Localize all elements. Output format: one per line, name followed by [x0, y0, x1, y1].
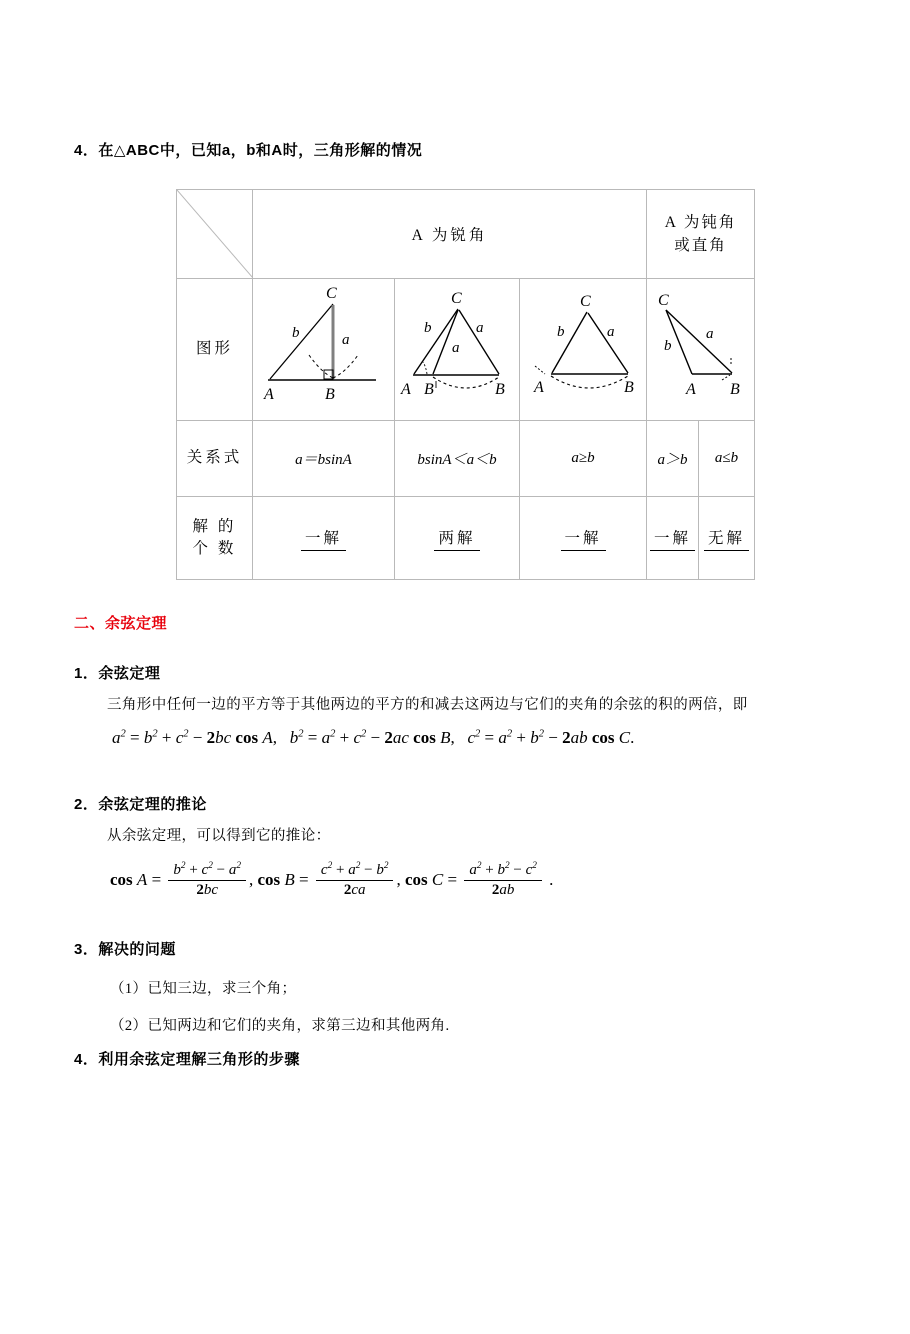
- subsection-2-body: 从余弦定理，可以得到它的推论：: [107, 828, 331, 844]
- svg-text:B: B: [623, 379, 634, 396]
- svg-text:a: a: [341, 332, 349, 348]
- svg-text:a: a: [705, 326, 714, 342]
- rowlabel-solutions-line1: 解 的: [192, 517, 237, 535]
- svg-text:A: A: [533, 379, 544, 396]
- table-header-acute: [253, 190, 647, 279]
- subsection-3-item-2: （2）已知两边和它们的夹角，求第三边和其他两角.: [110, 1018, 450, 1034]
- table-relations-row: [177, 421, 755, 497]
- solution-cell-2: [395, 497, 520, 580]
- subsection-2-heading: [74, 793, 207, 814]
- relation-cell-4: [647, 421, 699, 497]
- svg-text:A: A: [263, 386, 274, 403]
- svg-text:B: B: [494, 381, 505, 398]
- relation-2-text: bsinA＜a＜b: [417, 452, 497, 468]
- cosine-law-formula: $a^2 = b^2 + c^2 - 2bc$ cos A, $b^2 = a^2 + c^2 - 2ac$ cos B, $c^2 = a^2 + b^2 - 2ab$ cos C.: [112, 728, 635, 747]
- solution-cell-5: [699, 497, 755, 580]
- section-title-cosine-law: 二、余弦定理: [74, 615, 168, 632]
- solution-cell-4: [647, 497, 699, 580]
- table-solutions-row: [177, 497, 755, 580]
- svg-text:B: B: [729, 381, 740, 398]
- solution-cell-1: [253, 497, 395, 580]
- cosine-corollary-formula: cos A = $\frac{b^2 + c^2 - a^2}{2bc}$ , cos B = $\frac{c^2 + a^2 - b^2}{2ca}$ , cos C = $\frac{a^2 + b^2 - c^2}{2ab}$ .: [110, 861, 554, 898]
- solution-5-text: 无解: [704, 526, 749, 551]
- triangle-diagram-obtuse-icon: [648, 282, 754, 417]
- svg-text:C: C: [579, 293, 591, 310]
- svg-text:C: C: [657, 292, 669, 309]
- svg-text:A: A: [400, 381, 411, 398]
- table-rowlabel-solutions: [177, 497, 253, 580]
- subsection-4-title: 利用余弦定理解三角形的步骤: [98, 1051, 300, 1068]
- table-header-obtuse: [647, 190, 755, 279]
- rowlabel-relations-text: 关系式: [186, 449, 243, 467]
- subsection-3-title: 解决的问题: [98, 941, 176, 958]
- subsection-1-number: 1．: [74, 665, 99, 682]
- solution-cell-3: [520, 497, 647, 580]
- svg-text:B: B: [423, 381, 434, 398]
- svg-text:b: b: [423, 320, 431, 336]
- table-figures-row: [177, 279, 755, 421]
- topic-heading: [74, 139, 422, 160]
- table-header-row: [177, 190, 755, 279]
- relation-4-text: a＞b: [657, 452, 688, 468]
- solution-1-text: 一解: [301, 526, 346, 551]
- fraction-cos-b: $\frac{c^2 + a^2 - b^2}{2ca}$: [316, 861, 394, 899]
- relation-cell-3: [520, 421, 647, 497]
- svg-text:a: a: [475, 320, 483, 336]
- subsection-3-heading: [74, 938, 176, 959]
- solution-3-text: 一解: [561, 526, 606, 551]
- table-header-obtuse-line1: A 为钝角: [664, 213, 737, 231]
- triangle-diagram-two-solutions-icon: [396, 282, 519, 417]
- subsection-1-title: 余弦定理: [98, 665, 161, 682]
- subsection-3-item-1: （1）已知三边，求三个角；: [110, 981, 297, 997]
- svg-text:A: A: [685, 381, 696, 398]
- triangle-solution-table: [176, 189, 755, 580]
- svg-text:b: b: [663, 338, 672, 354]
- fraction-cos-c: $\frac{a^2 + b^2 - c^2}{2ab}$: [464, 861, 542, 899]
- figure-cell-4: [647, 279, 755, 421]
- relation-3-text: a≥b: [571, 450, 595, 466]
- topic-heading-number: 4．: [74, 142, 99, 159]
- table-rowlabel-figures: [177, 279, 253, 421]
- relation-cell-2: [395, 421, 520, 497]
- figure-cell-2: [395, 279, 520, 421]
- table-corner-cell: [177, 190, 253, 279]
- subsection-2-number: 2．: [74, 796, 99, 813]
- svg-text:C: C: [325, 285, 337, 302]
- svg-text:B: B: [324, 386, 335, 403]
- table-rowlabel-relations: [177, 421, 253, 497]
- rowlabel-solutions-line2: 个 数: [192, 540, 237, 557]
- subsection-1-heading: [74, 662, 160, 683]
- triangle-diagram-one-solution-icon: [521, 282, 646, 417]
- relation-1-text: a＝bsinA: [295, 452, 352, 468]
- figure-cell-1: [253, 279, 395, 421]
- solution-4-text: 一解: [650, 526, 695, 551]
- subsection-1-body: 三角形中任何一边的平方等于其他两边的平方的和减去这两边与它们的夹角的余弦的积的两倍，即: [107, 697, 748, 713]
- svg-text:b: b: [291, 325, 299, 341]
- topic-heading-text: 在△ABC中，已知a，b和A时，三角形解的情况: [98, 142, 423, 159]
- rowlabel-figures-text: 图形: [195, 340, 233, 358]
- solution-2-text: 两解: [434, 526, 479, 551]
- table-header-acute-label: A 为锐角: [411, 227, 488, 244]
- svg-text:b: b: [556, 324, 565, 340]
- triangle-diagram-right-icon: [254, 282, 394, 417]
- fraction-cos-a: $\frac{b^2 + c^2 - a^2}{2bc}$: [168, 861, 246, 899]
- relation-cell-5: [699, 421, 755, 497]
- relation-cell-1: [253, 421, 395, 497]
- svg-text:a: a: [606, 324, 615, 340]
- diagonal-line-icon: [177, 190, 253, 278]
- subsection-4-number: 4．: [74, 1051, 99, 1068]
- svg-text:C: C: [450, 290, 462, 307]
- subsection-3-number: 3．: [74, 941, 99, 958]
- subsection-4-heading: [74, 1048, 300, 1069]
- relation-5-text: a≤b: [714, 450, 739, 466]
- svg-text:a: a: [451, 340, 459, 356]
- figure-cell-3: [520, 279, 647, 421]
- table-header-obtuse-line2: 或直角: [674, 237, 727, 254]
- subsection-2-title: 余弦定理的推论: [98, 796, 207, 813]
